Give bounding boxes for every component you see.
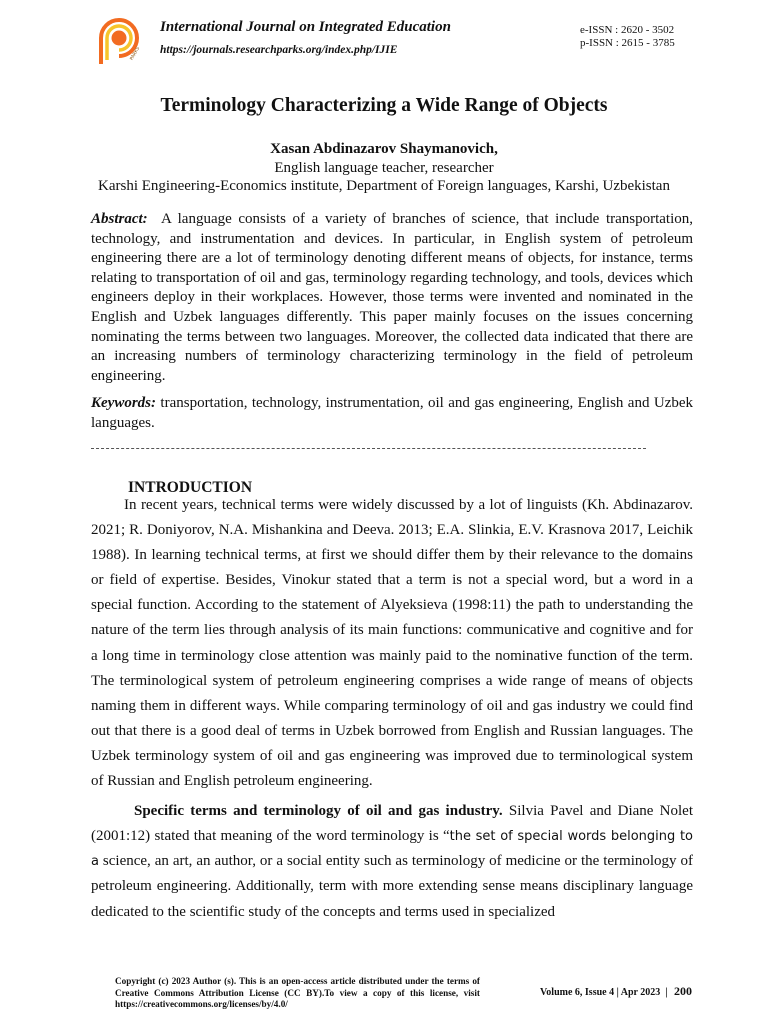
section2-paragraph [91,799,693,924]
issn-block [580,24,675,50]
abstract-label: Abstract: [91,211,148,227]
section2-heading: Specific terms and terminology of oil and gas industry. [134,803,503,820]
author-role: English language teacher, researcher [274,160,494,176]
journal-header [0,0,768,75]
author-institution: Karshi Engineering-Economics institute, Department of Foreign languages, Karshi, Uzbekistan [98,178,670,194]
keywords-label: Keywords: [91,395,156,411]
article-title: Terminology Characterizing a Wide Range of Objects [160,95,608,116]
volume-issue: Volume 6, Issue 4 | Apr 2023 [540,987,661,998]
abstract [91,210,693,386]
svg-text:PARKS: PARKS [129,46,142,62]
eissn: e-ISSN : 2620 - 3502 [580,24,675,36]
body-text [91,493,693,925]
intro-paragraph: In recent years, technical terms were widely discussed by a lot of linguists (Kh. Abdinazarov. 2021; R. Doniyorov, N.A. Mishankina and Deeva. 2013; E.A. Slinkia, E.V. Krasnova 2017, Leichik 1988). In learning technical terms, at first we should differ them by their relevance to the domains or field of expertise. Besides, Vinokur stated that a term is not a special word, but a word in a special function. According to the statement of Alyeksieva (1998:11) the path to understanding the nature of the term lies through analysis of its main functions: communicative and cognitive and for a long time in terminology close attention was mainly paid to the nominative function of the term. The terminological system of petroleum engineering comprises a wide range of means of objects naming them in different ways. While comparing terminology of oil and gas industry we could find out that there is a good deal of terms in Uzbek borrowed from English and Russian languages. The Uzbek terminology system of oil and gas engineering was improved due to terminological system of Russian and English petroleum engineering. [91,497,693,790]
research-parks-logo-icon [95,14,145,66]
section2-text-a: Silvia Pavel and Diane Nolet (2001:12) stated that meaning of the word terminology is “ [91,803,693,845]
abstract-text: A language consists of a variety of branches of science, that include transportation, technology, and instrumentation and devices. In particular, in English system of petroleum engineering there are a lot of terminology denoting different means of objects, for instance, terms relating to transportation of oil and gas, terminology regarding technology, and tools, devices which engineers deploy in their workplaces. However, those terms were invented and nominated in the English and Uzbek languages differently. This paper mainly focuses on the issues concerning nominating the terms between two languages. Moreover, the collected data indicated that there are an increasing numbers of terminology characterizing terminology in the field of petroleum engineering. [91,211,694,384]
page-number: 200 [673,984,692,998]
copyright-notice: Copyright (c) 2023 Author (s). This is an open-access article distributed under the terms of Creative Commons Attribution License (CC BY).To view a copy of this license, visit https://creativecommons.org/licenses/by/4.0/ [115,976,480,1009]
introduction-heading: INTRODUCTION [128,479,253,496]
pissn: p-ISSN : 2615 - 3785 [580,37,675,49]
footer-separator: | [665,987,668,998]
author-name: Xasan Abdinazarov Shaymanovich, [270,141,498,157]
journal-url-link[interactable]: https://journals.researchparks.org/index.php/IJIE [160,44,398,56]
footer-issue-info [540,984,692,999]
section2-text-b: science, an art, an author, or a social entity such as terminology of medicine or the terminology of petroleum engineering. Additionally, term with more extending sense means disciplinary language dedicated to the scientific study of the concepts and terms used in specialized [91,853,693,920]
journal-name: International Journal on Integrated Education [160,19,451,35]
section-separator [91,448,646,449]
section2-quote: the set of special words belonging to a [91,829,693,870]
keywords [91,394,693,433]
keywords-text: transportation, technology, instrumentation, oil and gas engineering, English and Uzbek languages. [91,395,694,431]
